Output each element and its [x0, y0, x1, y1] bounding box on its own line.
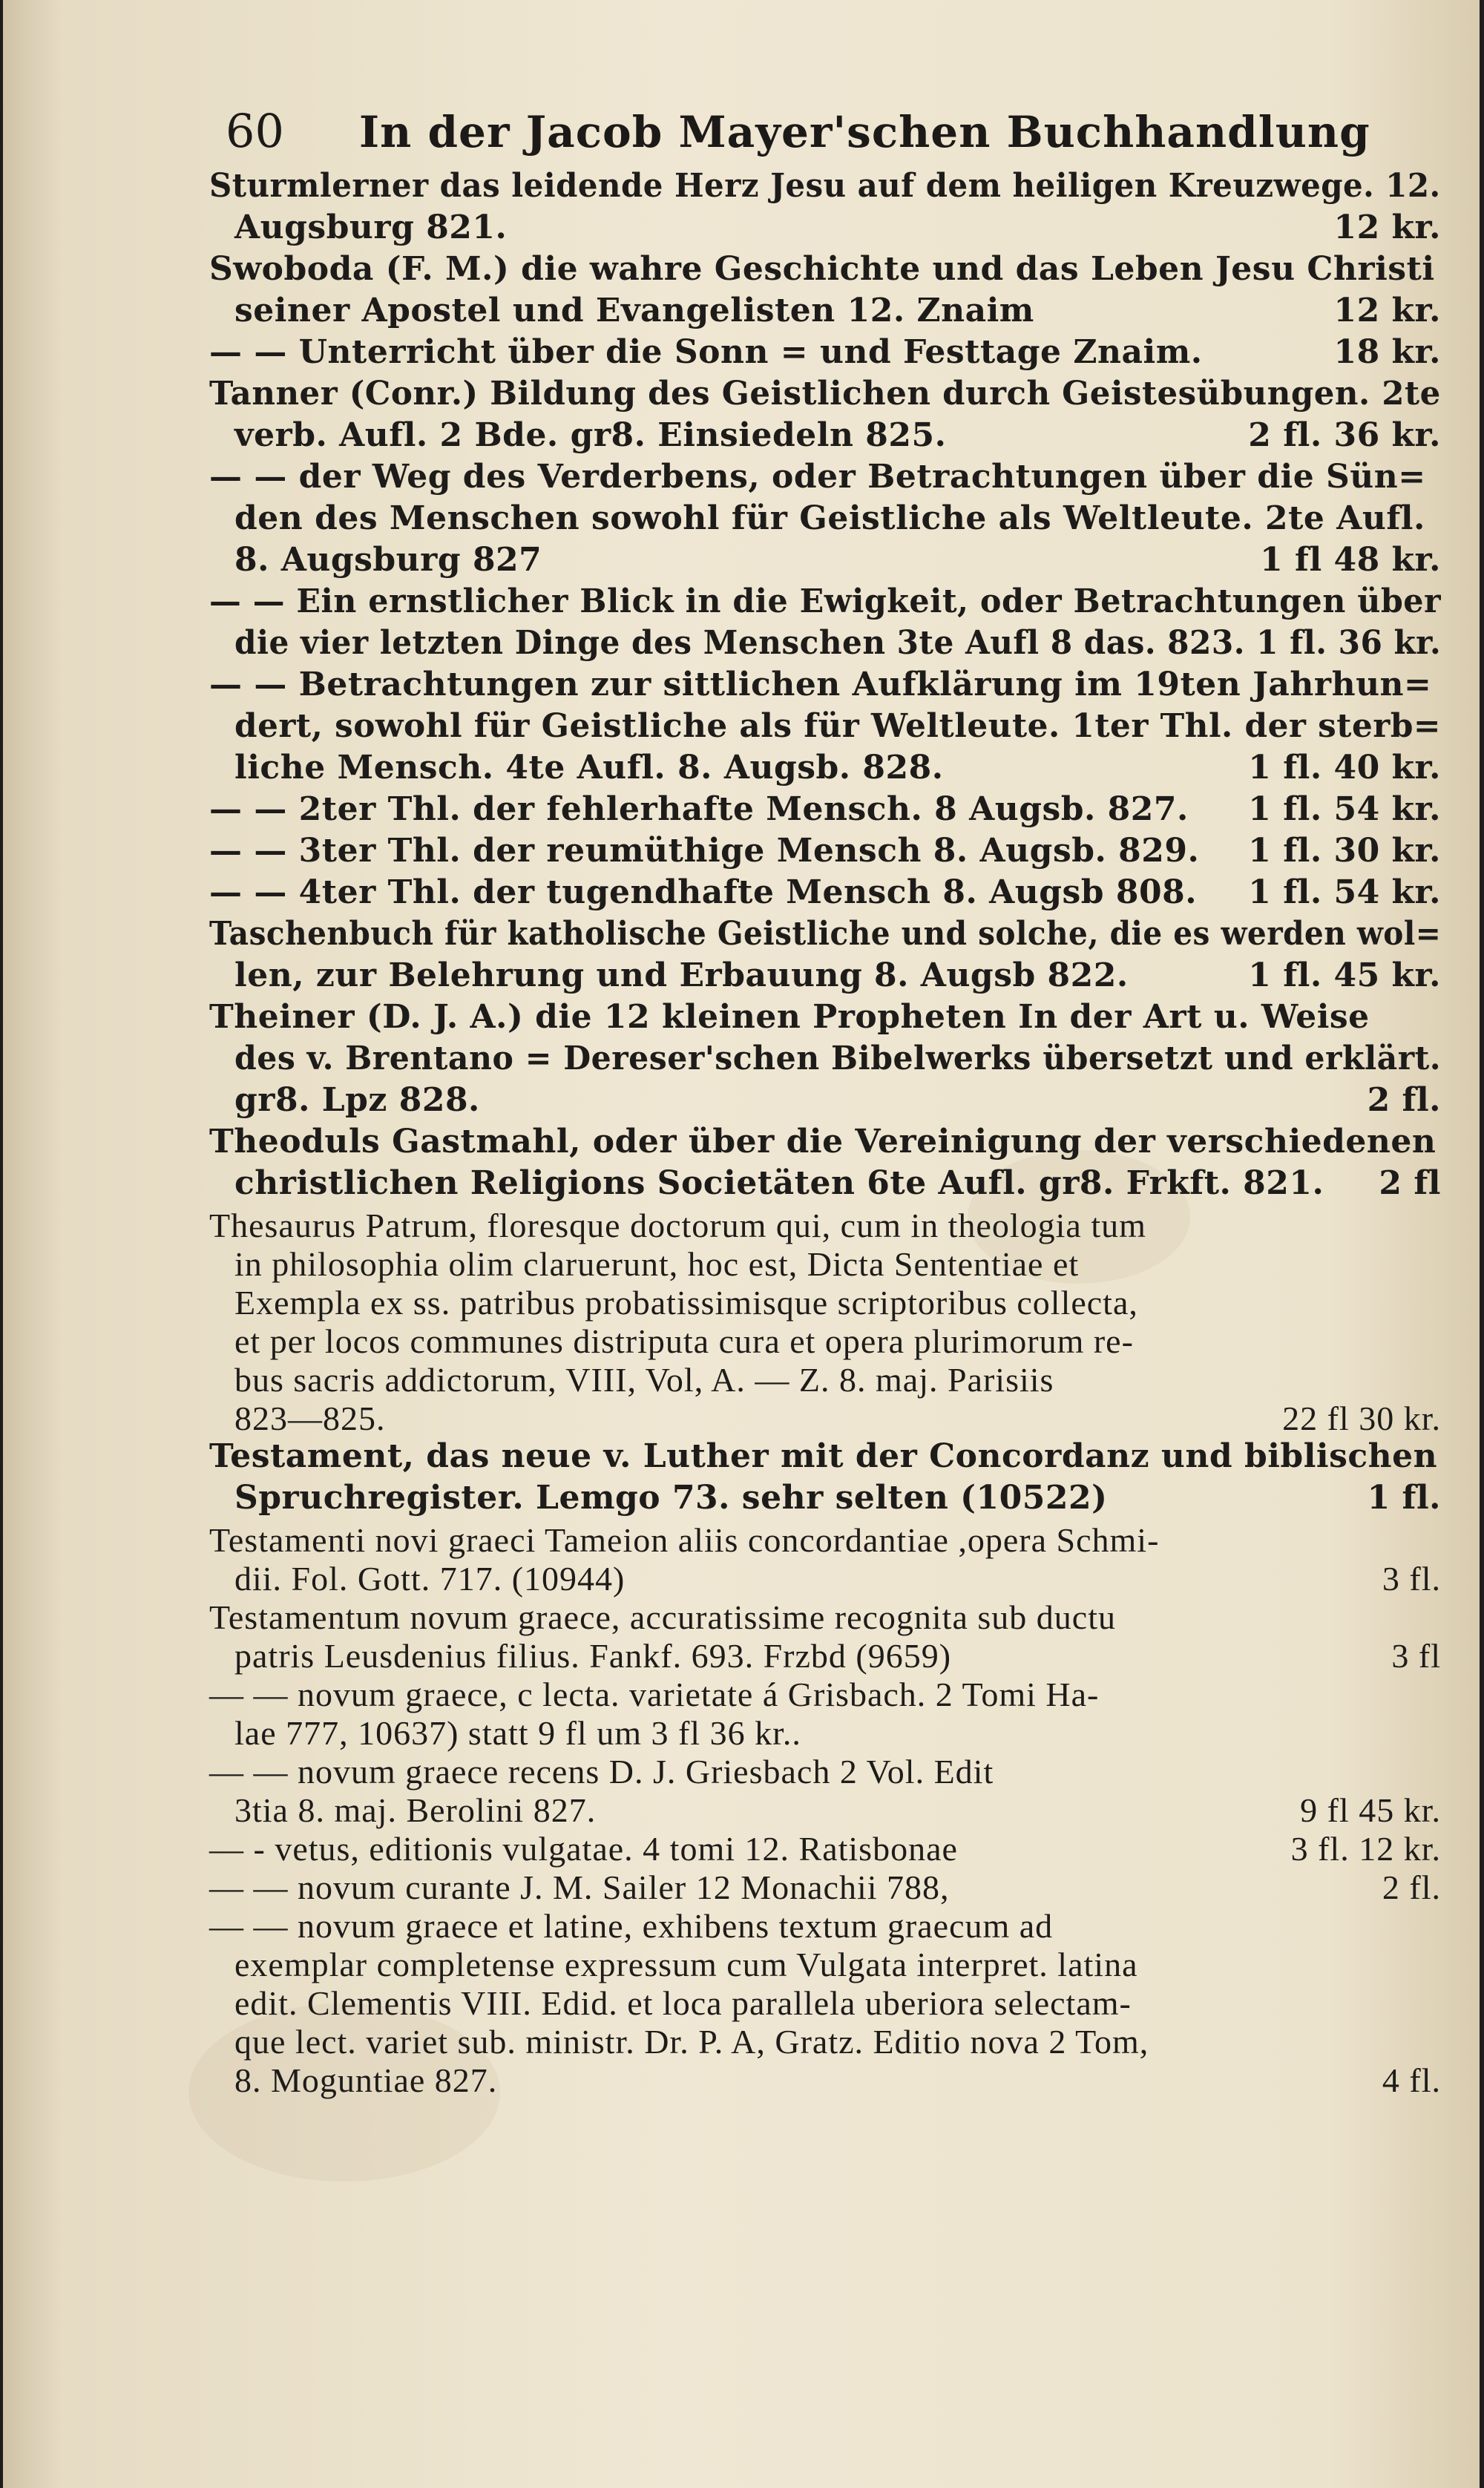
entry-text: Thesaurus Patrum, floresque doctorum qui, cum in theologia tum — [209, 1207, 1146, 1244]
catalog-line — [209, 1437, 1441, 1479]
running-head: In der Jacob Mayer'schen Buchhandlung — [359, 107, 1370, 157]
catalog-line — [209, 1868, 1441, 1906]
entry-text: dii. Fol. Gott. 717. (10944) — [234, 1560, 626, 1598]
catalog-line — [209, 1598, 1441, 1636]
entry-price: 1 fl 48 kr. — [1260, 541, 1441, 579]
entry-text: — - vetus, editionis vulgatae. 4 tomi 12. Ratisbonae — [209, 1830, 958, 1868]
catalog-line — [209, 1520, 1441, 1559]
entry-text: Theoduls Gastmahl, oder über die Vereinigung der verschiedenen — [209, 1123, 1437, 1161]
entry-price: 22 fl 30 kr. — [1282, 1399, 1441, 1437]
entry-text: — — Unterricht über die Sonn = und Festtage Znaim. — [209, 333, 1203, 371]
catalog-line — [209, 375, 1441, 416]
entry-text: gr8. Lpz 828. — [234, 1081, 480, 1119]
catalog-line — [209, 1945, 1441, 1983]
entry-price: 1 fl. 54 kr. — [1248, 873, 1441, 911]
entry-text: Testamenti novi graeci Tameion aliis concordantiae ,opera Schmi- — [209, 1521, 1160, 1559]
entry-price: 1 fl. — [1367, 1479, 1441, 1517]
catalog-line — [209, 666, 1441, 707]
catalog-line — [209, 956, 1441, 998]
entry-text: — — 3ter Thl. der reumüthige Mensch 8. Augsb. 829. — [209, 832, 1200, 870]
catalog-line — [209, 2022, 1441, 2061]
entry-price: 4 fl. — [1382, 2061, 1441, 2099]
catalog-line — [209, 1906, 1441, 1945]
catalog-line — [209, 1829, 1441, 1868]
book-page — [3, 0, 1480, 2488]
entry-price: 1 fl. 40 kr. — [1248, 749, 1441, 787]
catalog-line — [209, 624, 1441, 666]
entry-price: 1 fl. 54 kr. — [1248, 790, 1441, 828]
entry-price: 3 fl. — [1382, 1560, 1441, 1598]
catalog-line — [209, 1283, 1441, 1322]
entry-text: Tanner (Conr.) Bildung des Geistlichen durch Geistesübungen. 2te — [209, 375, 1441, 413]
catalog-line — [209, 873, 1441, 915]
entry-text: liche Mensch. 4te Aufl. 8. Augsb. 828. — [234, 749, 944, 787]
catalog-line — [209, 1040, 1441, 1081]
entry-text: verb. Aufl. 2 Bde. gr8. Einsiedeln 825. — [234, 416, 947, 454]
entry-text: des v. Brentano = Dereser'schen Bibelwerks übersetzt und erklärt. — [234, 1040, 1442, 1077]
entry-text: — — der Weg des Verderbens, oder Betrachtungen über die Sün= — [209, 458, 1426, 496]
entry-text: in philosophia olim claruerunt, hoc est, Dicta Sententiae et — [234, 1245, 1080, 1283]
entry-price: 2 fl. — [1382, 1868, 1441, 1906]
catalog-line — [209, 1206, 1441, 1244]
entry-price: 3 fl. 12 kr. — [1290, 1830, 1441, 1868]
entry-price: 18 kr. — [1333, 333, 1441, 371]
catalog-line — [209, 832, 1441, 873]
entry-text: — — novum curante J. M. Sailer 12 Monachii 788, — [209, 1868, 950, 1906]
entry-text: 8. Augsburg 827 — [234, 541, 542, 579]
catalog-line — [209, 1479, 1441, 1520]
entry-text: edit. Clementis VIII. Edid. et loca parallela uberiora selectam- — [234, 1984, 1132, 2022]
catalog-line — [209, 333, 1441, 375]
entry-price: 2 fl. — [1367, 1081, 1441, 1119]
catalog-line — [209, 1244, 1441, 1283]
catalog-line — [209, 1123, 1441, 1164]
entry-text: len, zur Belehrung und Erbauung 8. Augsb 822. — [234, 956, 1129, 994]
entry-text: Theiner (D. J. A.) die 12 kleinen Propheten In der Art u. Weise — [209, 998, 1370, 1036]
entry-text: et per locos communes distriputa cura et opera plurimorum re- — [234, 1322, 1134, 1360]
catalog-line — [209, 1164, 1441, 1206]
catalog-line — [209, 1752, 1441, 1790]
entry-price: 9 fl 45 kr. — [1300, 1791, 1441, 1829]
catalog-line — [209, 209, 1441, 250]
catalog-line — [209, 1399, 1441, 1437]
catalog-line — [209, 707, 1441, 749]
entry-text: Testamentum novum graece, accuratissime recognita sub ductu — [209, 1598, 1116, 1636]
catalog-line — [209, 1790, 1441, 1829]
catalog-line — [209, 1636, 1441, 1675]
entry-text: Exempla ex ss. patribus probatissimisque scriptoribus collecta, — [234, 1284, 1138, 1322]
catalog-line — [209, 998, 1441, 1040]
entry-text: — — 2ter Thl. der fehlerhafte Mensch. 8 Augsb. 827. — [209, 790, 1189, 828]
entry-price: 12 kr. — [1333, 292, 1441, 329]
catalog-listing — [209, 167, 1441, 2099]
entry-text: bus sacris addictorum, VIII, Vol, A. — Z. 8. maj. Parisiis — [234, 1361, 1054, 1399]
catalog-line — [209, 1983, 1441, 2022]
entry-text: Testament, das neue v. Luther mit der Concordanz und biblischen — [209, 1437, 1438, 1475]
catalog-line — [209, 292, 1441, 333]
entry-text: — — Betrachtungen zur sittlichen Aufklärung im 19ten Jahrhun= — [209, 666, 1432, 703]
catalog-line — [209, 250, 1441, 292]
entry-text: die vier letzten Dinge des Menschen 3te Aufl 8 das. 823. 1 fl. 36 kr. — [234, 624, 1442, 662]
catalog-line — [209, 167, 1441, 209]
catalog-line — [209, 1322, 1441, 1360]
entry-text: 8. Moguntiae 827. — [234, 2061, 498, 2099]
catalog-line — [209, 1675, 1441, 1713]
entry-text: — — novum graece recens D. J. Griesbach 2 Vol. Edit — [209, 1753, 994, 1790]
catalog-line — [209, 915, 1441, 956]
catalog-line — [209, 1559, 1441, 1598]
entry-text: que lect. variet sub. ministr. Dr. P. A, Gratz. Editio nova 2 Tom, — [234, 2023, 1149, 2061]
entry-text: Swoboda (F. M.) die wahre Geschichte und das Leben Jesu Christi — [209, 250, 1435, 288]
entry-price: 3 fl — [1391, 1637, 1441, 1675]
entry-text: den des Menschen sowohl für Geistliche als Weltleute. 2te Aufl. — [234, 499, 1425, 537]
catalog-line — [209, 790, 1441, 832]
entry-price: 1 fl. 45 kr. — [1248, 956, 1441, 994]
entry-price: 2 fl — [1379, 1164, 1441, 1202]
page-number: 60 — [226, 104, 284, 158]
entry-text: 823—825. — [234, 1399, 386, 1437]
entry-text: — — 4ter Thl. der tugendhafte Mensch 8. Augsb 808. — [209, 873, 1198, 911]
catalog-line — [209, 1081, 1441, 1123]
catalog-line — [209, 541, 1441, 582]
entry-text: seiner Apostel und Evangelisten 12. Znaim — [234, 292, 1034, 329]
entry-text: — — novum graece, c lecta. varietate á Grisbach. 2 Tomi Ha- — [209, 1675, 1100, 1713]
catalog-line — [209, 1713, 1441, 1752]
entry-price: 2 fl. 36 kr. — [1248, 416, 1441, 454]
entry-text: — — novum graece et latine, exhibens textum graecum ad — [209, 1907, 1054, 1945]
catalog-line — [209, 1360, 1441, 1399]
entry-text: lae 777, 10637) statt 9 fl um 3 fl 36 kr.. — [234, 1714, 801, 1752]
catalog-line — [209, 582, 1441, 624]
catalog-line — [209, 416, 1441, 458]
entry-text: christlichen Religions Societäten 6te Aufl. gr8. Frkft. 821. — [234, 1164, 1324, 1202]
entry-text: Sturmlerner das leidende Herz Jesu auf dem heiligen Kreuzwege. 12. — [209, 167, 1441, 205]
catalog-line — [209, 749, 1441, 790]
entry-text: dert, sowohl für Geistliche als für Weltleute. 1ter Thl. der sterb= — [234, 707, 1442, 745]
catalog-line — [209, 2061, 1441, 2099]
catalog-line — [209, 458, 1441, 499]
page-header — [226, 89, 1413, 171]
entry-text: — — Ein ernstlicher Blick in die Ewigkeit, oder Betrachtungen über — [209, 582, 1442, 620]
entry-text: Spruchregister. Lemgo 73. sehr selten (10522) — [234, 1479, 1108, 1517]
catalog-line — [209, 499, 1441, 541]
entry-text: patris Leusdenius filius. Fankf. 693. Frzbd (9659) — [234, 1637, 952, 1675]
entry-price: 1 fl. 30 kr. — [1248, 832, 1441, 870]
entry-text: Taschenbuch für katholische Geistliche und solche, die es werden wol= — [209, 915, 1442, 953]
entry-text: exemplar completense expressum cum Vulgata interpret. latina — [234, 1946, 1138, 1983]
entry-price: 12 kr. — [1333, 209, 1441, 246]
entry-text: Augsburg 821. — [234, 209, 508, 246]
entry-text: 3tia 8. maj. Berolini 827. — [234, 1791, 597, 1829]
